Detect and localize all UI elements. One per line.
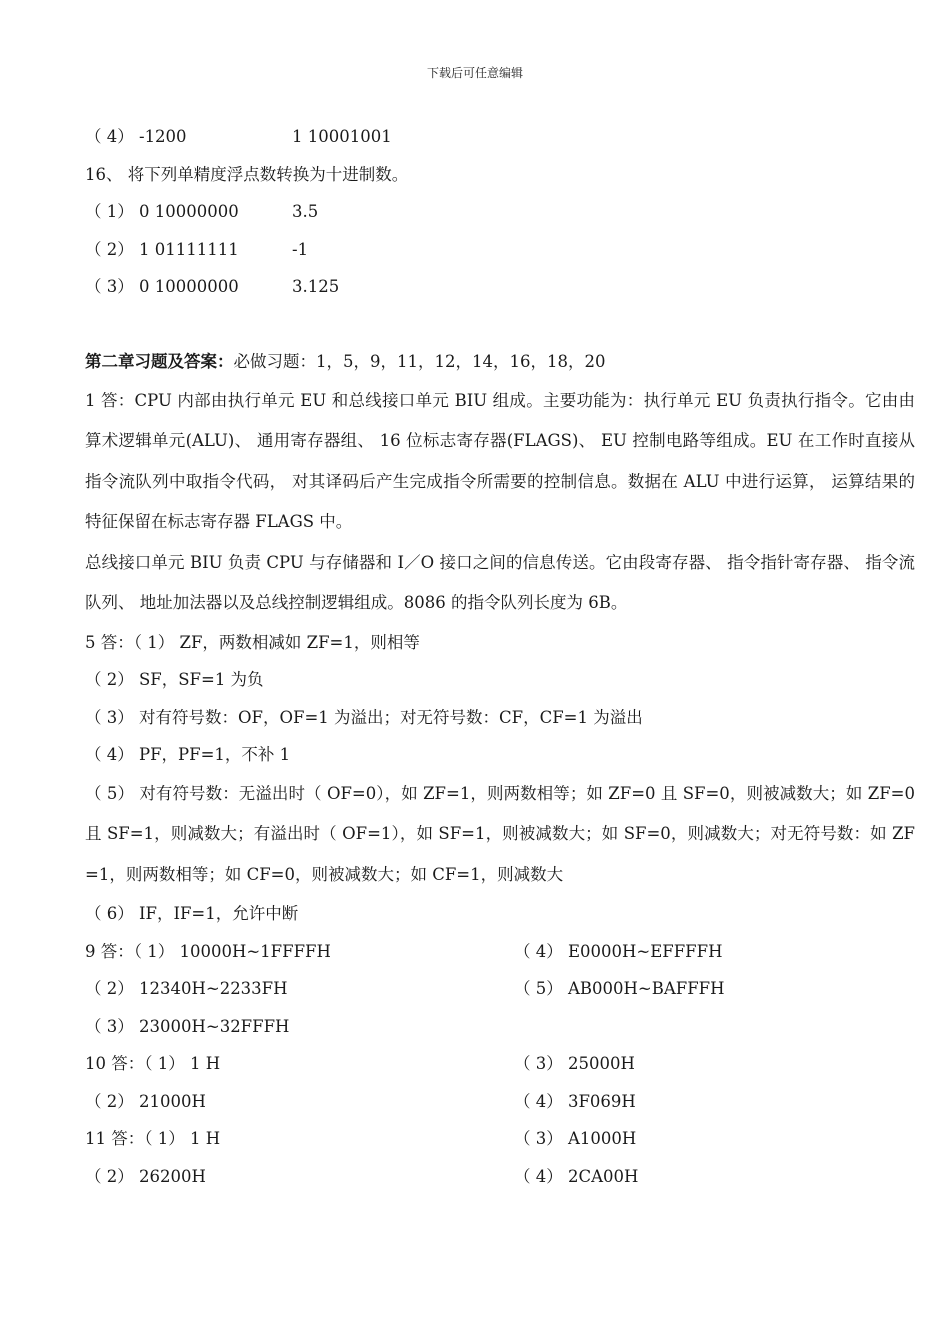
answer-11-item-2: （ 2） 26200H (85, 1166, 206, 1186)
q16-item-1 (85, 193, 915, 231)
answer-11-item-1: 11 答：（ 1） 1 H (85, 1129, 221, 1148)
document-body (85, 118, 915, 1195)
answer-5-line-3: （ 3） 对有符号数：OF，OF=1 为溢出；对无符号数：CF，CF=1 为溢出 (85, 707, 643, 727)
answer-5-line-1: 5 答：（ 1） ZF，两数相减如 ZF=1，则相等 (85, 632, 420, 652)
answer-5-line-4: （ 4） PF，PF=1，不补 1 (85, 745, 291, 764)
q15-item-4-label: （ 4） -1200 (85, 127, 187, 146)
answer-9-item-1: 9 答：（ 1） 10000H~1FFFFH (85, 941, 331, 961)
q16-title: 16、 将下列单精度浮点数转换为十进制数。 (85, 164, 409, 184)
answer-10-item-1: 10 答：（ 1） 1 H (85, 1054, 221, 1073)
answer-10-item-2: （ 2） 21000H (85, 1091, 206, 1111)
answer-5-line-6: （ 6） IF，IF=1，允许中断 (85, 904, 299, 923)
page-header: 下载后可任意编辑 (426, 66, 523, 80)
q16-item-3-value: 3.125 (292, 277, 340, 296)
answer-10-item-4: （ 4） 3F069H (514, 1091, 636, 1111)
answer-9-item-5: （ 5） AB000H~BAFFFH (514, 979, 725, 998)
answer-9-item-2: （ 2） 12340H~2233FH (85, 979, 288, 998)
q16-item-2-value: -1 (292, 239, 309, 259)
chapter2-heading-line (85, 343, 915, 381)
answer-10-item-3: （ 3） 25000H (514, 1054, 635, 1073)
answer-10-row-2 (85, 1083, 915, 1121)
answer-11-item-3: （ 3） A1000H (514, 1129, 637, 1148)
chapter2-required-list: 必做习题：1，5，9，11，12，14，16，18，20 (233, 352, 606, 371)
q16-item-3-label: （ 3） 0 10000000 (85, 277, 239, 296)
section-gap (85, 306, 915, 344)
answer-10-row-1 (85, 1045, 915, 1083)
answer-5-line-5: （ 5） 对有符号数：无溢出时（ OF=0），如 ZF=1，则两数相等；如 ZF=0 且 SF=0，则被减数大；如 ZF=0 且 SF=1，则减数大；有溢出时（ OF=1），如 SF=1，则被减数大；如 SF=0，则减数大；对无符号数：如 ZF=1，则两数相等；如 CF=0，则被减数大；如 CF=1，则减数大 (85, 783, 915, 884)
q16-item-3 (85, 268, 915, 306)
answer-1-paragraph-2: 总线接口单元 BIU 负责 CPU 与存储器和 I／O 接口之间的信息传送。它由段寄存器、 指令指针寄存器、 指令流队列、 地址加法器以及总线控制逻辑组成。8086 的指令队列长度为 6B。 (85, 552, 915, 612)
answer-9-item-3: （ 3） 23000H~32FFFH (85, 1016, 290, 1036)
q16-item-2-label: （ 2） 1 01111111 (85, 239, 239, 259)
answer-11-row-2 (85, 1158, 915, 1196)
q15-item-4-value: 1 10001001 (292, 127, 392, 146)
q16-item-1-label: （ 1） 0 10000000 (85, 202, 239, 221)
q16-item-1-value: 3.5 (292, 202, 319, 221)
q16-item-2 (85, 231, 915, 269)
q15-item-4 (85, 118, 915, 156)
answer-9-row-1 (85, 933, 915, 971)
answer-11-row-1 (85, 1120, 915, 1158)
answer-1-paragraph-1: 1 答：CPU 内部由执行单元 EU 和总线接口单元 BIU 组成。主要功能为：执行单元 EU 负责执行指令。它由由算术逻辑单元(ALU)、 通用寄存器组、 16 位标志寄存器(FLAGS)、 EU 控制电路等组成。EU 在工作时直接从指令流队列中取指令代码， 对其译码后产生完成指令所需要的控制信息。数据在 ALU 中进行运算， 运算结果的特征保留在标志寄存器 FLAGS 中。 (85, 390, 915, 531)
answer-11-item-4: （ 4） 2CA00H (514, 1166, 639, 1186)
chapter2-heading: 第二章习题及答案： (85, 352, 234, 371)
answer-9-item-4: （ 4） E0000H~EFFFFH (514, 941, 723, 961)
answer-9-row-2 (85, 970, 915, 1008)
answer-5-line-2: （ 2） SF，SF=1 为负 (85, 670, 264, 689)
answer-9-row-3 (85, 1008, 915, 1046)
